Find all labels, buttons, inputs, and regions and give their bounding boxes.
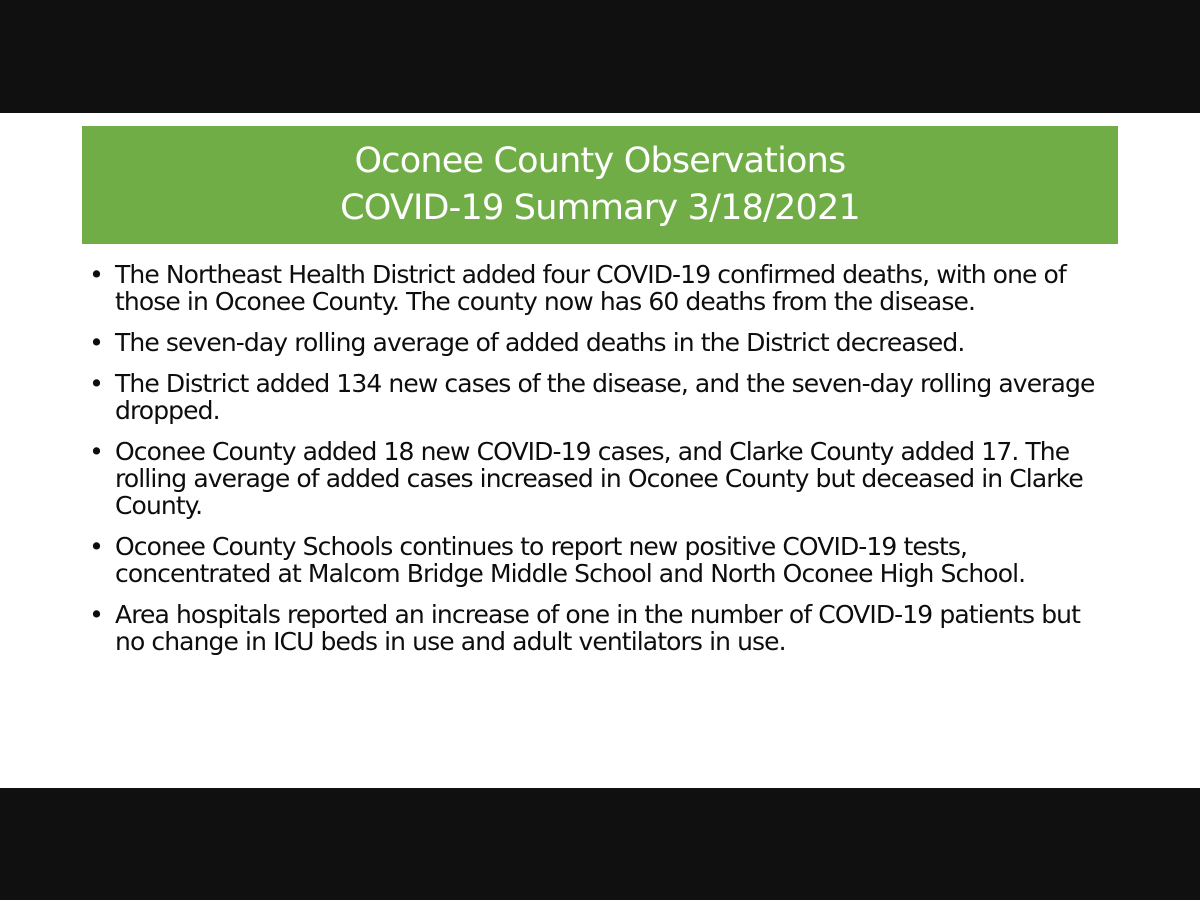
letterbox-top bbox=[0, 0, 1200, 113]
list-item bbox=[86, 370, 1116, 424]
bullet-text: The seven-day rolling average of added deaths in the District decreased. bbox=[115, 328, 965, 357]
bullet-list bbox=[86, 261, 1116, 669]
bullet-text: Oconee County added 18 new COVID-19 cases, and Clarke County added 17. The rolling average of added cases increased in Oconee County but deceased in Clarke County. bbox=[115, 437, 1083, 520]
slide-subtitle: COVID-19 Summary 3/18/2021 bbox=[340, 188, 860, 228]
title-banner bbox=[82, 126, 1118, 244]
list-item bbox=[86, 601, 1116, 655]
bullet-icon: • bbox=[89, 600, 103, 629]
bullet-icon: • bbox=[89, 328, 103, 357]
bullet-text: Area hospitals reported an increase of one in the number of COVID-19 patients but no change in ICU beds in use and adult ventilators in use. bbox=[115, 600, 1081, 656]
slide bbox=[0, 113, 1200, 788]
bullet-icon: • bbox=[89, 532, 103, 561]
bullet-icon: • bbox=[89, 437, 103, 466]
bullet-text: The District added 134 new cases of the disease, and the seven-day rolling average dropped. bbox=[115, 369, 1095, 425]
list-item bbox=[86, 329, 1116, 356]
bullet-text: The Northeast Health District added four COVID-19 confirmed deaths, with one of those in Oconee County. The county now has 60 deaths from the disease. bbox=[115, 260, 1066, 316]
letterbox-bottom bbox=[0, 788, 1200, 900]
list-item bbox=[86, 533, 1116, 587]
bullet-icon: • bbox=[89, 369, 103, 398]
list-item bbox=[86, 261, 1116, 315]
bullet-text: Oconee County Schools continues to report new positive COVID-19 tests, concentrated at Malcom Bridge Middle School and North Oconee High School. bbox=[115, 532, 1026, 588]
list-item bbox=[86, 438, 1116, 519]
bullet-icon: • bbox=[89, 260, 103, 289]
slide-title: Oconee County Observations bbox=[354, 141, 846, 181]
